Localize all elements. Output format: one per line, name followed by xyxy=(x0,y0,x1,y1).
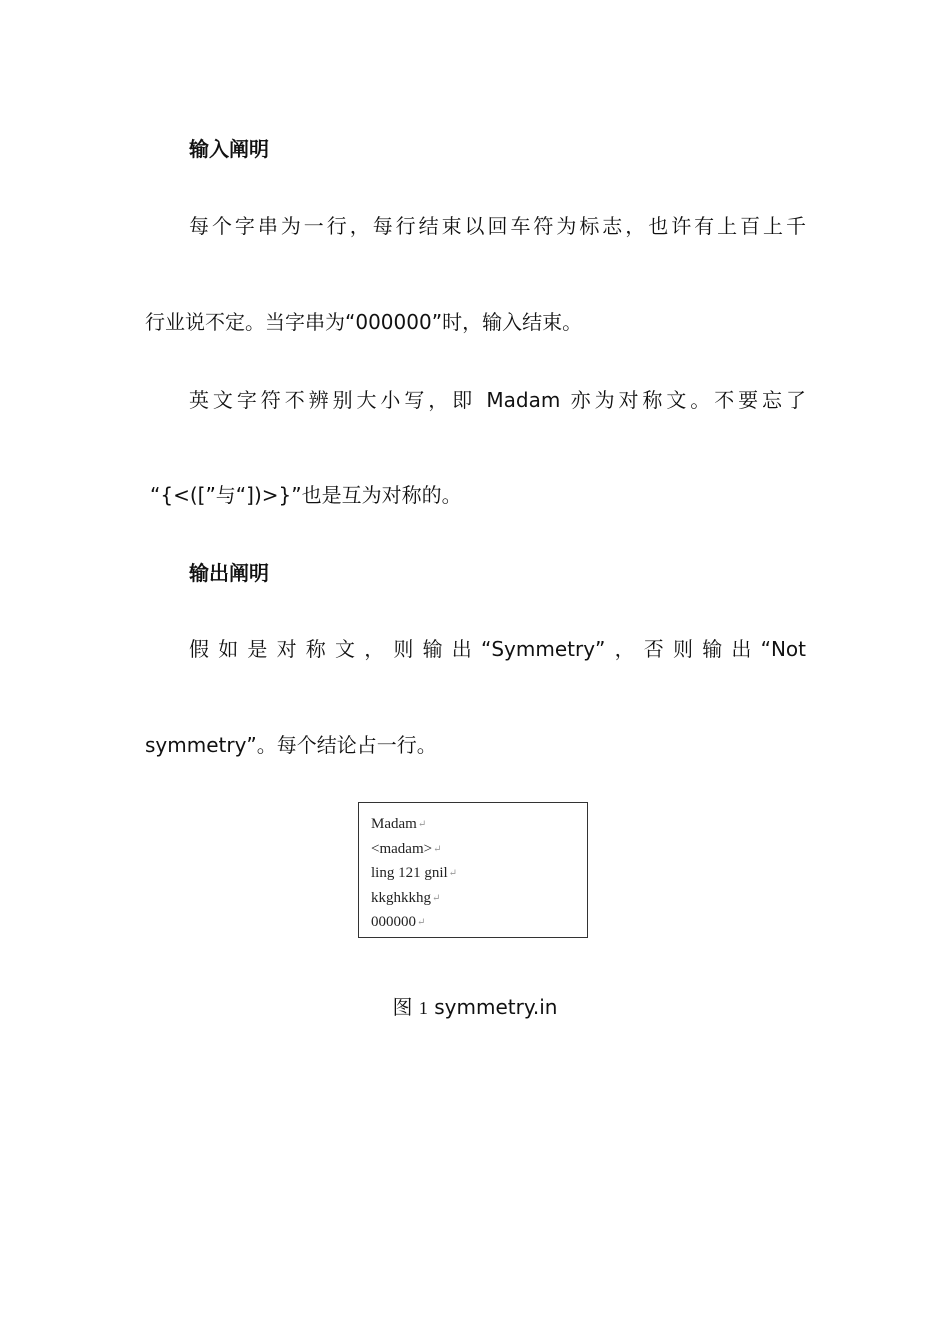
return-mark-icon: ↵ xyxy=(417,917,426,928)
figure-caption xyxy=(0,994,950,1021)
input-paragraph-1-line-2: 行业说不定。当字串为“000000”时，输入结束。 xyxy=(145,310,583,334)
return-mark-icon: ↵ xyxy=(448,868,458,879)
sample-input-figure xyxy=(358,802,588,938)
return-mark-icon: ↵ xyxy=(432,892,441,904)
caption-text: symmetry.in xyxy=(434,995,558,1019)
caption-prefix: 图 xyxy=(392,995,413,1019)
input-paragraph-2-line-2: “{<([”与“])>}”也是互为对称的。 xyxy=(150,483,462,507)
input-paragraph-2-line-1: 英文字符不辨别大小写，即 Madam 亦为对称文。不要忘了 xyxy=(189,388,806,412)
output-description-heading: 输出阐明 xyxy=(189,561,269,585)
sample-input-text: kkghkkhg xyxy=(371,889,431,906)
input-description-heading: 输入阐明 xyxy=(189,137,269,161)
output-paragraph-line-1: 假如是对称文，则输出“Symmetry”，否则输出“Not xyxy=(189,637,806,661)
sample-input-text: 000000 xyxy=(371,914,416,930)
sample-input-text: ling 121 gnil xyxy=(371,865,448,881)
return-mark-icon: ↵ xyxy=(417,819,427,830)
sample-input-text: <madam> xyxy=(371,840,433,857)
return-mark-icon: ↵ xyxy=(433,843,442,855)
input-paragraph-1-line-1: 每个字串为一行，每行结束以回车符为标志，也许有上百上千 xyxy=(189,214,806,238)
sample-input-line xyxy=(371,861,587,886)
sample-input-text: Madam xyxy=(371,816,417,832)
caption-number: 1 xyxy=(418,998,428,1018)
sample-input-line xyxy=(371,886,587,911)
sample-input-line xyxy=(371,910,587,935)
sample-input-line xyxy=(371,837,587,862)
sample-input-line xyxy=(371,812,587,837)
output-paragraph-line-2: symmetry”。每个结论占一行。 xyxy=(145,733,437,757)
